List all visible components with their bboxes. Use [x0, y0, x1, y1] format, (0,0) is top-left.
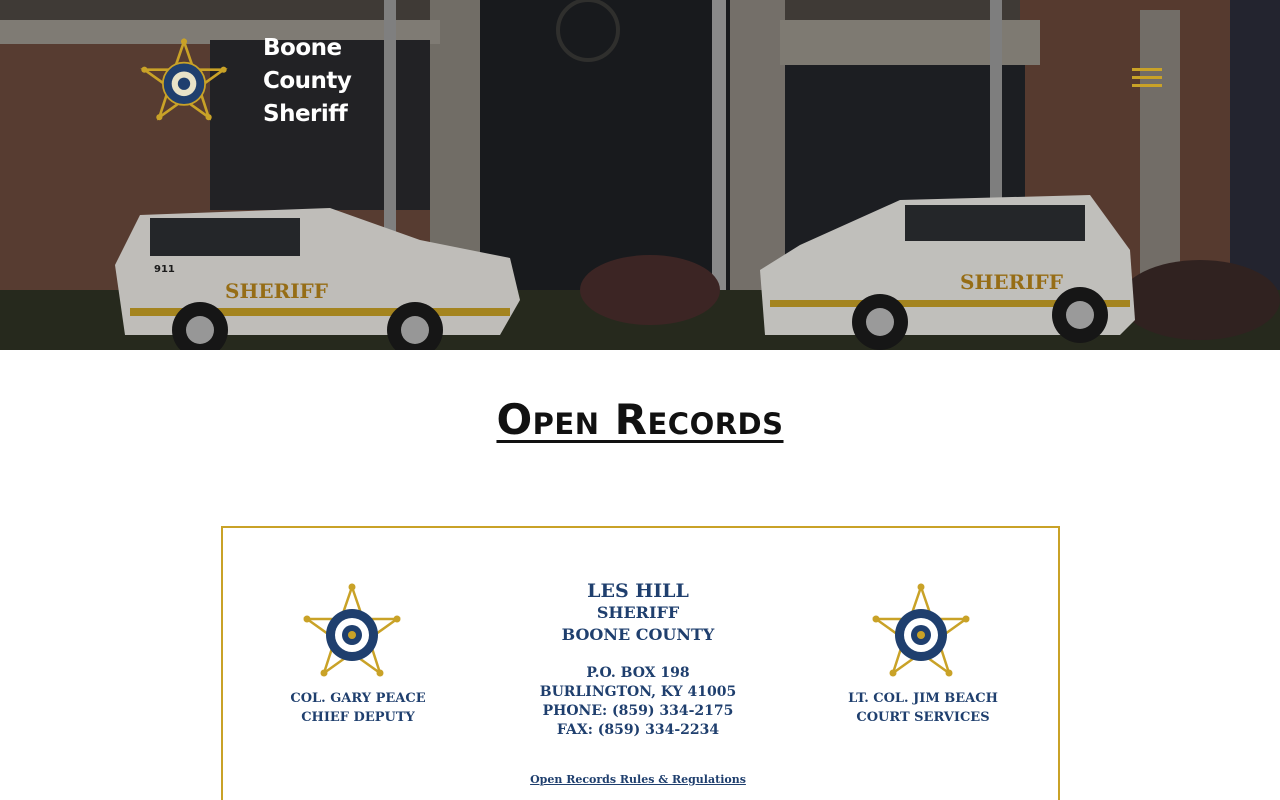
vehicle-right-label: SHERIFF	[960, 270, 1063, 294]
chief-deputy-name: COL. GARY PEACE	[290, 691, 426, 706]
vehicle-left-label: SHERIFF	[225, 279, 328, 303]
page-title	[0, 395, 1280, 444]
hero-banner	[0, 0, 1280, 350]
po-box: P.O. BOX 198	[586, 665, 690, 681]
hamburger-menu-icon[interactable]	[1132, 68, 1164, 92]
court-services-title: COURT SERVICES	[856, 710, 990, 725]
phone-line: PHONE: (859) 334-2175	[542, 703, 734, 719]
court-services-block	[843, 689, 1003, 727]
sheriff-star-badge-icon	[140, 38, 228, 126]
letterhead-image	[221, 526, 1060, 800]
chief-deputy-block	[283, 689, 433, 727]
sheriff-name: LES HILL	[587, 580, 689, 602]
sheriff-star-badge-icon	[302, 583, 402, 683]
fax-line: FAX: (859) 334-2234	[556, 722, 720, 738]
sheriff-title: SHERIFF	[596, 603, 680, 622]
page-title-text: Open Records	[496, 395, 784, 444]
logo-link[interactable]	[140, 38, 228, 126]
sheriff-star-badge-icon	[871, 583, 971, 683]
court-services-name: LT. COL. JIM BEACH	[848, 691, 998, 706]
sheriff-contact-block	[513, 580, 763, 740]
city-line: BURLINGTON, KY 41005	[539, 684, 737, 700]
site-title[interactable]: Boone County Sheriff	[263, 35, 352, 127]
open-records-rules-link[interactable]: Open Records Rules & Regulations	[530, 773, 746, 786]
vehicle-left-number: 911	[154, 264, 175, 275]
chief-deputy-title: CHIEF DEPUTY	[301, 710, 415, 725]
sheriff-county: BOONE COUNTY	[561, 625, 715, 644]
